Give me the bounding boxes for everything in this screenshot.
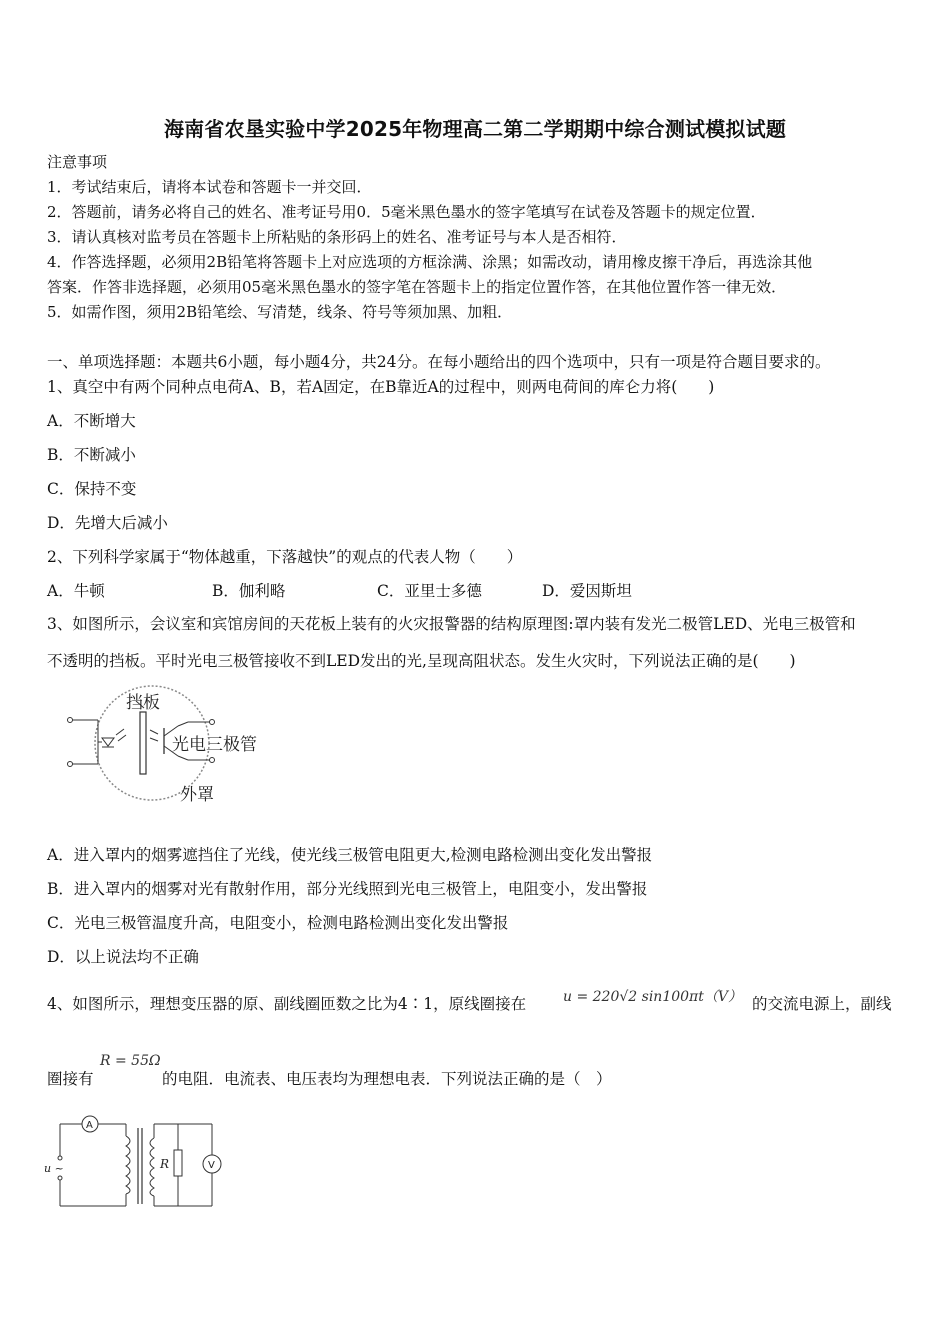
question-1-option-b[interactable]: B．不断减小 xyxy=(47,446,136,464)
phototransistor-label: 光电三极管 xyxy=(172,735,257,755)
notice-heading: 注意事项 xyxy=(47,153,108,171)
secondary-coil xyxy=(150,1138,154,1196)
question-2-options xyxy=(47,580,747,602)
question-2-option-a[interactable]: A．牛顿 xyxy=(47,582,105,600)
ammeter-label: A xyxy=(86,1120,93,1131)
question-2-option-d[interactable]: D．爱因斯坦 xyxy=(542,582,632,600)
page-title: 海南省农垦实验中学2025年物理高二第二学期期中综合测试模拟试题 xyxy=(163,117,787,141)
notice-item: 5．如需作图，须用2B铅笔绘、写清楚，线条、符号等须加黑、加粗． xyxy=(47,303,513,321)
led-diode-icon xyxy=(102,738,114,746)
resistor-label: R xyxy=(160,1157,170,1171)
question-2-option-c[interactable]: C．亚里士多德 xyxy=(377,582,482,600)
question-1-option-c[interactable]: C．保持不变 xyxy=(47,480,137,498)
question-2-stem: 2、下列科学家属于“物体越重，下落越快”的观点的代表人物（ ） xyxy=(47,548,523,566)
voltage-formula: u = 220√2 sin100πt（V） xyxy=(563,989,742,1005)
source-label: u ~ xyxy=(44,1162,64,1175)
voltmeter-label: V xyxy=(208,1160,215,1171)
question-4-stem-part-4: 的电阻．电流表、电压表均为理想电表．下列说法正确的是（ ） xyxy=(162,1070,612,1088)
cover-label: 外罩 xyxy=(180,785,214,805)
question-4-stem-part-2: 的交流电源上，副线 xyxy=(752,995,892,1013)
notice-item: 答案．作答非选择题，必须用05毫米黑色墨水的签字笔在答题卡上的指定位置作答，在其他位置作答一律无效． xyxy=(47,278,787,296)
resistance-formula: R = 55Ω xyxy=(100,1053,161,1069)
question-3-option-a[interactable]: A．进入罩内的烟雾遮挡住了光线，使光线三极管电阻更大,检测电路检测出变化发出警报 xyxy=(47,846,653,864)
section-heading: 一、单项选择题：本题共6小题，每小题4分，共24分。在每小题给出的四个选项中，只有一项是符合题目要求的。 xyxy=(47,353,831,371)
question-1-option-d[interactable]: D．先增大后减小 xyxy=(47,514,168,532)
question-3-option-d[interactable]: D．以上说法均不正确 xyxy=(47,948,199,966)
notice-item: 3．请认真核对监考员在答题卡上所粘贴的条形码上的姓名、准考证号与本人是否相符． xyxy=(47,228,627,246)
notice-item: 4．作答选择题，必须用2B铅笔将答题卡上对应选项的方框涂满、涂黑；如需改动，请用橡皮擦干净后，再选涂其他 xyxy=(47,253,813,271)
question-3-option-b[interactable]: B．进入罩内的烟雾对光有散射作用，部分光线照到光电三极管上，电阻变小，发出警报 xyxy=(47,880,648,898)
baffle-label: 挡板 xyxy=(126,693,160,713)
resistor-icon xyxy=(174,1150,182,1176)
question-2-option-b[interactable]: B．伽利略 xyxy=(212,582,286,600)
transformer-circuit-diagram xyxy=(40,1108,230,1218)
notice-item: 1．考试结束后，请将本试卷和答题卡一并交回． xyxy=(47,178,372,196)
primary-coil xyxy=(126,1136,130,1194)
fire-alarm-diagram xyxy=(60,688,280,813)
question-3-option-c[interactable]: C．光电三极管温度升高，电阻变小，检测电路检测出变化发出警报 xyxy=(47,914,509,932)
question-1-option-a[interactable]: A．不断增大 xyxy=(47,412,136,430)
question-4-stem-part-3: 圈接有 xyxy=(47,1070,94,1088)
question-1-stem: 1、真空中有两个同种点电荷A、B，若A固定，在B靠近A的过程中，则两电荷间的库仑力将( ) xyxy=(47,378,715,396)
question-3-stem-line-1: 3、如图所示，会议室和宾馆房间的天花板上装有的火灾报警器的结构原理图:罩内装有发光二极管LED、光电三极管和 xyxy=(47,615,856,633)
question-3-stem-line-2: 不透明的挡板。平时光电三极管接收不到LED发出的光,呈现高阻状态。发生火灾时，下列说法正确的是( ) xyxy=(47,652,796,670)
question-4-stem-part-1: 4、如图所示，理想变压器的原、副线圈匝数之比为4∶1，原线圈接在 xyxy=(47,995,527,1013)
baffle-plate xyxy=(140,712,146,774)
notice-item: 2．答题前，请务必将自己的姓名、准考证号用0．5毫米黑色墨水的签字笔填写在试卷及答题卡的规定位置． xyxy=(47,203,766,221)
